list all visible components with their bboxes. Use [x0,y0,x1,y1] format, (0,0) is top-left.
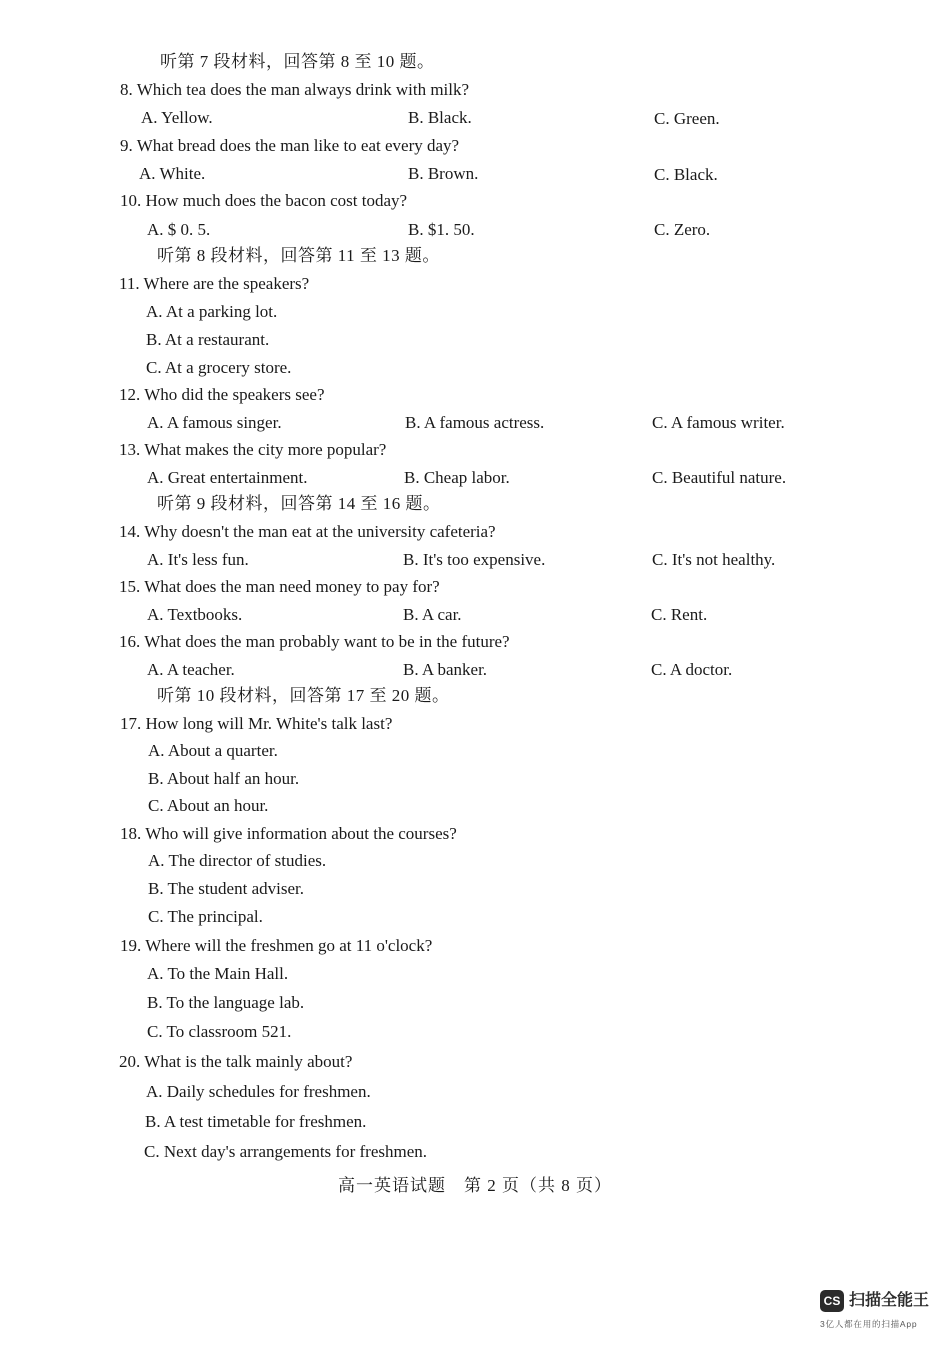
question-10-stem: 10. How much does the bacon cost today? [120,191,408,210]
question-13-stem: 13. What makes the city more popular? [119,440,387,459]
question-11-option-a: A. At a parking lot. [146,302,278,321]
question-12-stem: 12. Who did the speakers see? [119,385,325,404]
question-12-option-c: C. A famous writer. [652,413,785,432]
watermark-tagline: 3亿人都在用的扫描App [820,1319,918,1329]
question-13-option-b: B. Cheap labor. [404,468,510,487]
question-11-stem: 11. Where are the speakers? [119,274,310,293]
page-footer: 高一英语试题 第 2 页（共 8 页） [338,1176,612,1195]
question-9-option-a: A. White. [139,164,206,183]
question-10-option-c: C. Zero. [654,220,711,239]
question-10-option-b: B. $1. 50. [408,220,475,239]
question-12-option-a: A. A famous singer. [147,413,282,432]
question-18-stem: 18. Who will give information about the courses? [120,824,457,843]
question-13-option-a: A. Great entertainment. [147,468,308,487]
question-14-option-a: A. It's less fun. [147,550,249,569]
question-17-option-b: B. About half an hour. [148,769,300,788]
question-13-option-c: C. Beautiful nature. [652,468,787,487]
question-14-stem: 14. Why doesn't the man eat at the university cafeteria? [119,522,496,541]
question-9-stem: 9. What bread does the man like to eat every day? [120,136,460,155]
question-8-option-c: C. Green. [654,109,720,128]
question-16-stem: 16. What does the man probably want to be in the future? [119,632,510,651]
question-11-option-c: C. At a grocery store. [146,358,292,377]
question-8-option-b: B. Black. [408,108,472,127]
question-18-option-c: C. The principal. [148,907,263,926]
question-9-option-c: C. Black. [654,165,718,184]
question-17-option-a: A. About a quarter. [148,741,278,760]
question-12-option-b: B. A famous actress. [405,413,545,432]
question-19-stem: 19. Where will the freshmen go at 11 o'clock? [120,936,433,955]
question-15-stem: 15. What does the man need money to pay for? [119,577,440,596]
question-16-option-b: B. A banker. [403,660,488,679]
question-20-option-b: B. A test timetable for freshmen. [145,1112,367,1131]
question-16-option-c: C. A doctor. [651,660,733,679]
question-15-option-b: B. A car. [403,605,462,624]
section-7-header: 听第 7 段材料，回答第 8 至 10 题。 [160,52,435,71]
section-10-header: 听第 10 段材料，回答第 17 至 20 题。 [157,686,450,705]
section-9-header: 听第 9 段材料，回答第 14 至 16 题。 [157,494,441,513]
question-20-stem: 20. What is the talk mainly about? [119,1052,353,1071]
question-8-stem: 8. Which tea does the man always drink with milk? [120,80,470,99]
question-11-option-b: B. At a restaurant. [146,330,270,349]
question-19-option-b: B. To the language lab. [147,993,305,1012]
question-14-option-c: C. It's not healthy. [652,550,776,569]
question-20-option-a: A. Daily schedules for freshmen. [146,1082,371,1101]
question-14-option-b: B. It's too expensive. [403,550,546,569]
question-10-option-a: A. $ 0. 5. [147,220,211,239]
question-15-option-c: C. Rent. [651,605,708,624]
question-17-stem: 17. How long will Mr. White's talk last? [120,714,393,733]
watermark-app-name: 扫描全能王 [849,1292,930,1309]
question-20-option-c: C. Next day's arrangements for freshmen. [144,1142,427,1161]
section-8-header: 听第 8 段材料，回答第 11 至 13 题。 [157,246,440,265]
question-15-option-a: A. Textbooks. [147,605,243,624]
scanner-watermark [818,1288,938,1334]
question-19-option-a: A. To the Main Hall. [147,964,289,983]
question-16-option-a: A. A teacher. [147,660,235,679]
question-19-option-c: C. To classroom 521. [147,1022,292,1041]
question-9-option-b: B. Brown. [408,164,479,183]
question-8-option-a: A. Yellow. [141,108,213,127]
question-18-option-b: B. The student adviser. [148,879,304,898]
question-18-option-a: A. The director of studies. [148,851,327,870]
camscanner-logo-icon: CS [820,1290,844,1312]
question-17-option-c: C. About an hour. [148,796,269,815]
